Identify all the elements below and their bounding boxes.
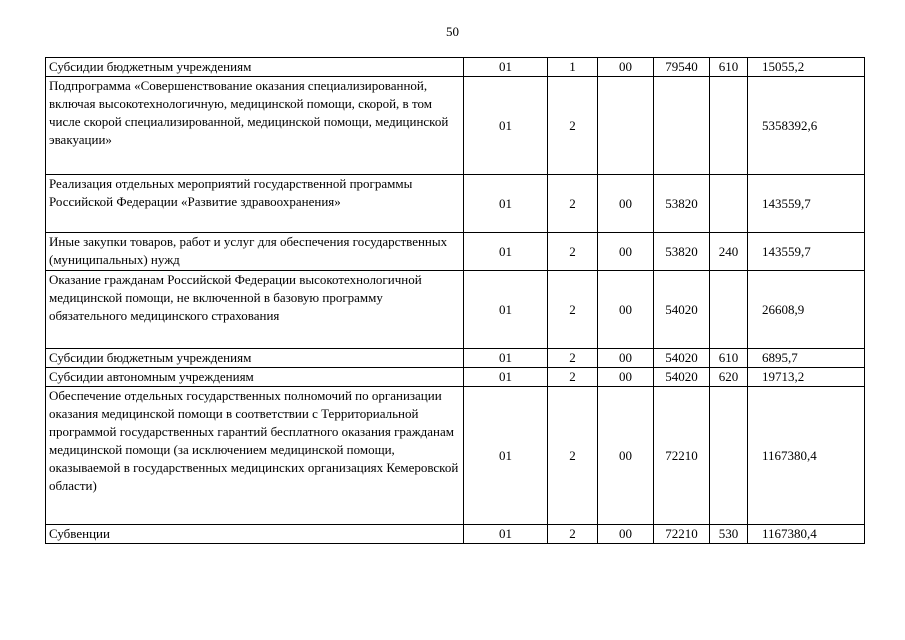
row-code-program: 01 [464,368,548,387]
row-code-program: 01 [464,349,548,368]
table-row [46,368,865,387]
row-code-subprogram: 2 [548,525,598,544]
row-code-expense-type [710,387,748,525]
row-code-group [598,77,654,175]
row-code-item: 72210 [654,387,710,525]
row-code-expense-type: 610 [710,58,748,77]
row-description: Субсидии автономным учреждениям [46,368,464,387]
row-code-group: 00 [598,175,654,233]
row-code-group: 00 [598,525,654,544]
row-code-group: 00 [598,349,654,368]
row-code-group: 00 [598,271,654,349]
row-code-expense-type [710,271,748,349]
row-amount: 26608,9 [748,271,865,349]
row-description: Иные закупки товаров, работ и услуг для обеспечения государственных (муниципальных) нужд [46,233,464,271]
row-code-item: 54020 [654,271,710,349]
row-description: Субсидии бюджетным учреждениям [46,349,464,368]
row-code-expense-type [710,175,748,233]
row-code-item: 54020 [654,368,710,387]
budget-table [45,57,865,544]
row-amount: 143559,7 [748,233,865,271]
row-code-expense-type: 530 [710,525,748,544]
row-code-subprogram: 2 [548,271,598,349]
table-row [46,271,865,349]
row-code-subprogram: 2 [548,233,598,271]
row-description: Подпрограмма «Совершенствование оказания специализированной, включая высокотехнологичную, медицинской помощи, скорой, в том числе скорой специализированной, медицинской помощи, медицинской эвакуации» [46,77,464,175]
row-code-program: 01 [464,77,548,175]
row-code-program: 01 [464,271,548,349]
table-row [46,77,865,175]
row-code-group: 00 [598,368,654,387]
row-code-subprogram: 1 [548,58,598,77]
row-code-program: 01 [464,387,548,525]
row-code-item: 53820 [654,175,710,233]
row-amount: 1167380,4 [748,525,865,544]
row-code-expense-type: 240 [710,233,748,271]
row-code-group: 00 [598,387,654,525]
row-code-item: 54020 [654,349,710,368]
row-code-subprogram: 2 [548,368,598,387]
table-row [46,233,865,271]
table-row [46,175,865,233]
row-description: Оказание гражданам Российской Федерации высокотехнологичной медицинской помощи, не включенной в базовую программу обязательного медицинского страхования [46,271,464,349]
row-code-group: 00 [598,58,654,77]
row-code-expense-type: 620 [710,368,748,387]
row-amount: 5358392,6 [748,77,865,175]
row-code-expense-type: 610 [710,349,748,368]
row-amount: 143559,7 [748,175,865,233]
table-row [46,58,865,77]
row-code-subprogram: 2 [548,349,598,368]
row-code-item: 79540 [654,58,710,77]
row-code-program: 01 [464,525,548,544]
page-number: 50 [446,24,459,39]
row-code-group: 00 [598,233,654,271]
row-code-subprogram: 2 [548,387,598,525]
row-amount: 15055,2 [748,58,865,77]
row-description: Реализация отдельных мероприятий государственной программы Российской Федерации «Развитие здравоохранения» [46,175,464,233]
row-description: Обеспечение отдельных государственных полномочий по организации оказания медицинской помощи в соответствии с Территориальной программой государственных гарантий бесплатного оказания гражданам медицинской помощи (за исключением медицинской помощи, оказываемой в государственных медицинских организациях Кемеровской области) [46,387,464,525]
table-row [46,349,865,368]
row-code-item: 53820 [654,233,710,271]
row-description: Субвенции [46,525,464,544]
row-code-program: 01 [464,233,548,271]
row-amount: 6895,7 [748,349,865,368]
row-code-item [654,77,710,175]
row-amount: 19713,2 [748,368,865,387]
row-code-subprogram: 2 [548,77,598,175]
table-row [46,525,865,544]
row-code-program: 01 [464,175,548,233]
row-description: Субсидии бюджетным учреждениям [46,58,464,77]
row-code-expense-type [710,77,748,175]
table-row [46,387,865,525]
row-code-item: 72210 [654,525,710,544]
row-code-subprogram: 2 [548,175,598,233]
row-amount: 1167380,4 [748,387,865,525]
row-code-program: 01 [464,58,548,77]
